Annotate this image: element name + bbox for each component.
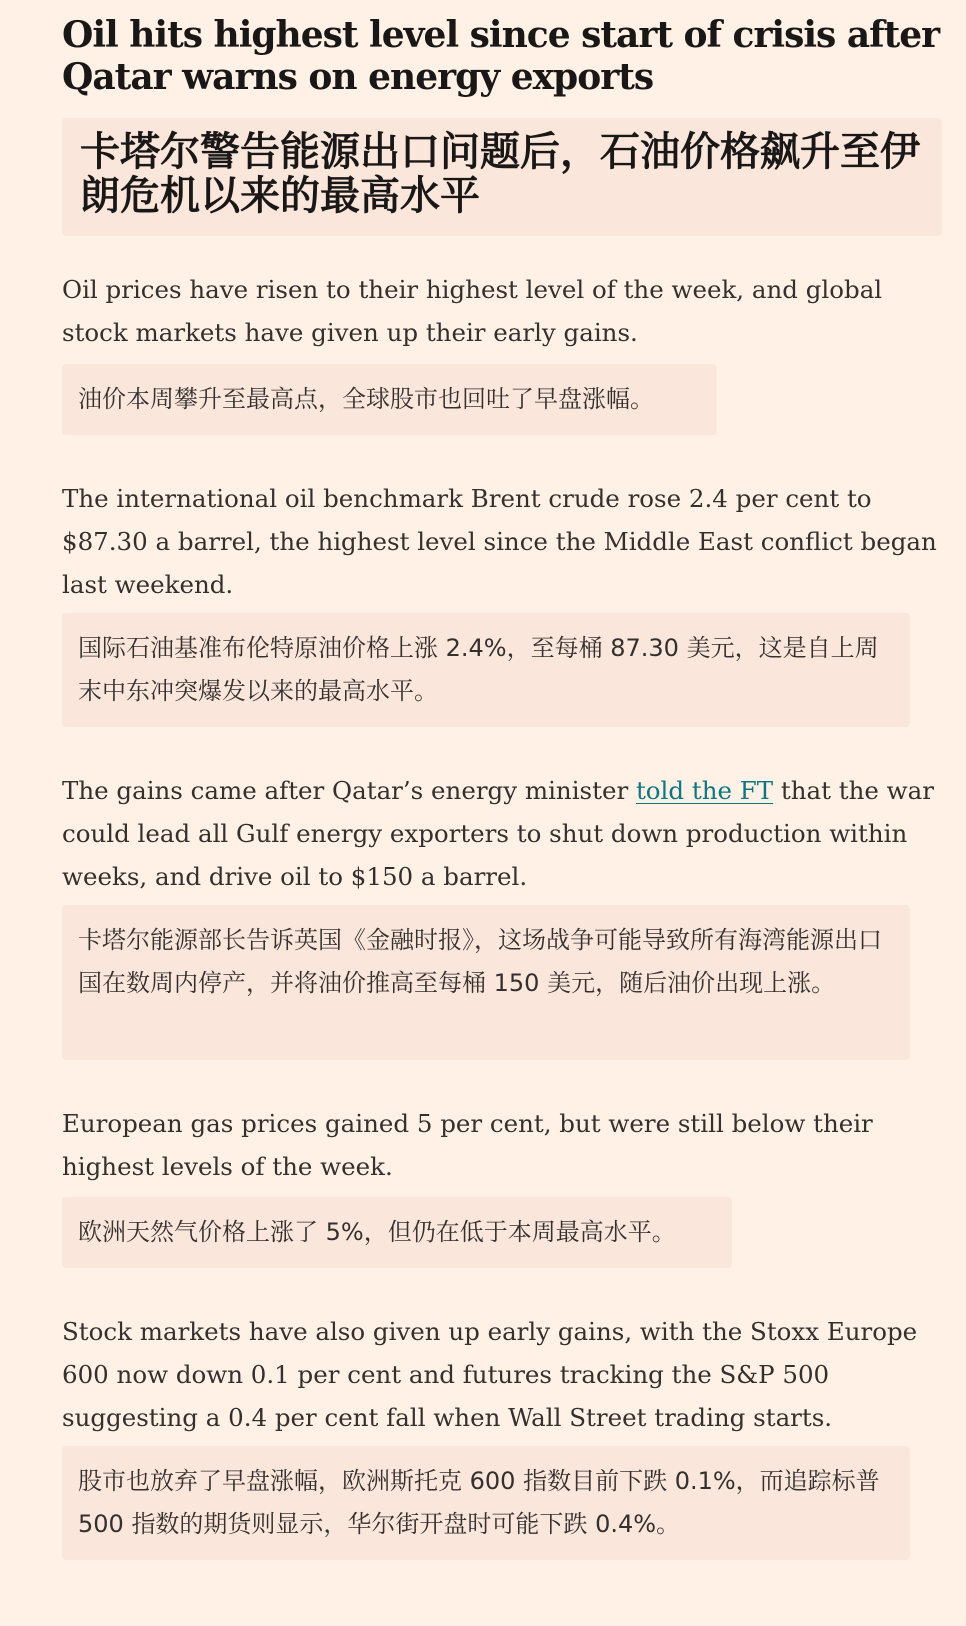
paragraph-text: The gains came after Qatar’s energy minister: [62, 776, 636, 805]
paragraph-translation-block: [62, 364, 717, 435]
paragraph-chinese: 国际石油基准布伦特原油价格上涨 2.4%，至每桶 87.30 美元，这是自上周末中东冲突爆发以来的最高水平。: [78, 634, 879, 705]
paragraph-english: Oil prices have risen to their highest level of the week, and global stock markets have given up their early gains.: [62, 275, 883, 347]
headline-english: Oil hits highest level since start of crisis after Qatar warns on energy exports: [62, 14, 940, 98]
paragraph-english: The international oil benchmark Brent crude rose 2.4 per cent to $87.30 a barrel, the highest level since the Middle East conflict began last weekend.: [62, 484, 937, 599]
paragraph-translation-block: [62, 1446, 910, 1560]
paragraph-translation-block: [62, 1197, 732, 1268]
paragraph-english: Stock markets have also given up early gains, with the Stoxx Europe 600 now down 0.1 per cent and futures tracking the S&P 500 suggesting a 0.4 per cent fall when Wall Street trading starts.: [62, 1317, 918, 1432]
paragraph-chinese: 油价本周攀升至最高点，全球股市也回吐了早盘涨幅。: [78, 385, 654, 413]
paragraph-english: European gas prices gained 5 per cent, but were still below their highest levels of the week.: [62, 1109, 873, 1181]
headline-chinese: 卡塔尔警告能源出口问题后，石油价格飙升至伊朗危机以来的最高水平: [80, 128, 920, 219]
paragraph-chinese: 卡塔尔能源部长告诉英国《金融时报》，这场战争可能导致所有海湾能源出口国在数周内停产，并将油价推高至每桶 150 美元，随后油价出现上涨。: [78, 926, 882, 997]
paragraph-chinese: 欧洲天然气价格上涨了 5%，但仍在低于本周最高水平。: [78, 1218, 676, 1246]
paragraph-translation-block: [62, 613, 910, 727]
told-the-ft-link[interactable]: told the FT: [635, 776, 774, 805]
headline-translation-block: [62, 118, 942, 236]
paragraph-chinese: 股市也放弃了早盘涨幅，欧洲斯托克 600 指数目前下跌 0.1%，而追踪标普 500 指数的期货则显示，华尔街开盘时可能下跌 0.4%。: [78, 1467, 880, 1538]
paragraph-text: that the war could lead all Gulf energy exporters to shut down production within weeks, and drive oil to $150 a barrel.: [62, 776, 934, 891]
paragraph-translation-block: [62, 905, 910, 1060]
paragraph-english: [62, 769, 947, 898]
